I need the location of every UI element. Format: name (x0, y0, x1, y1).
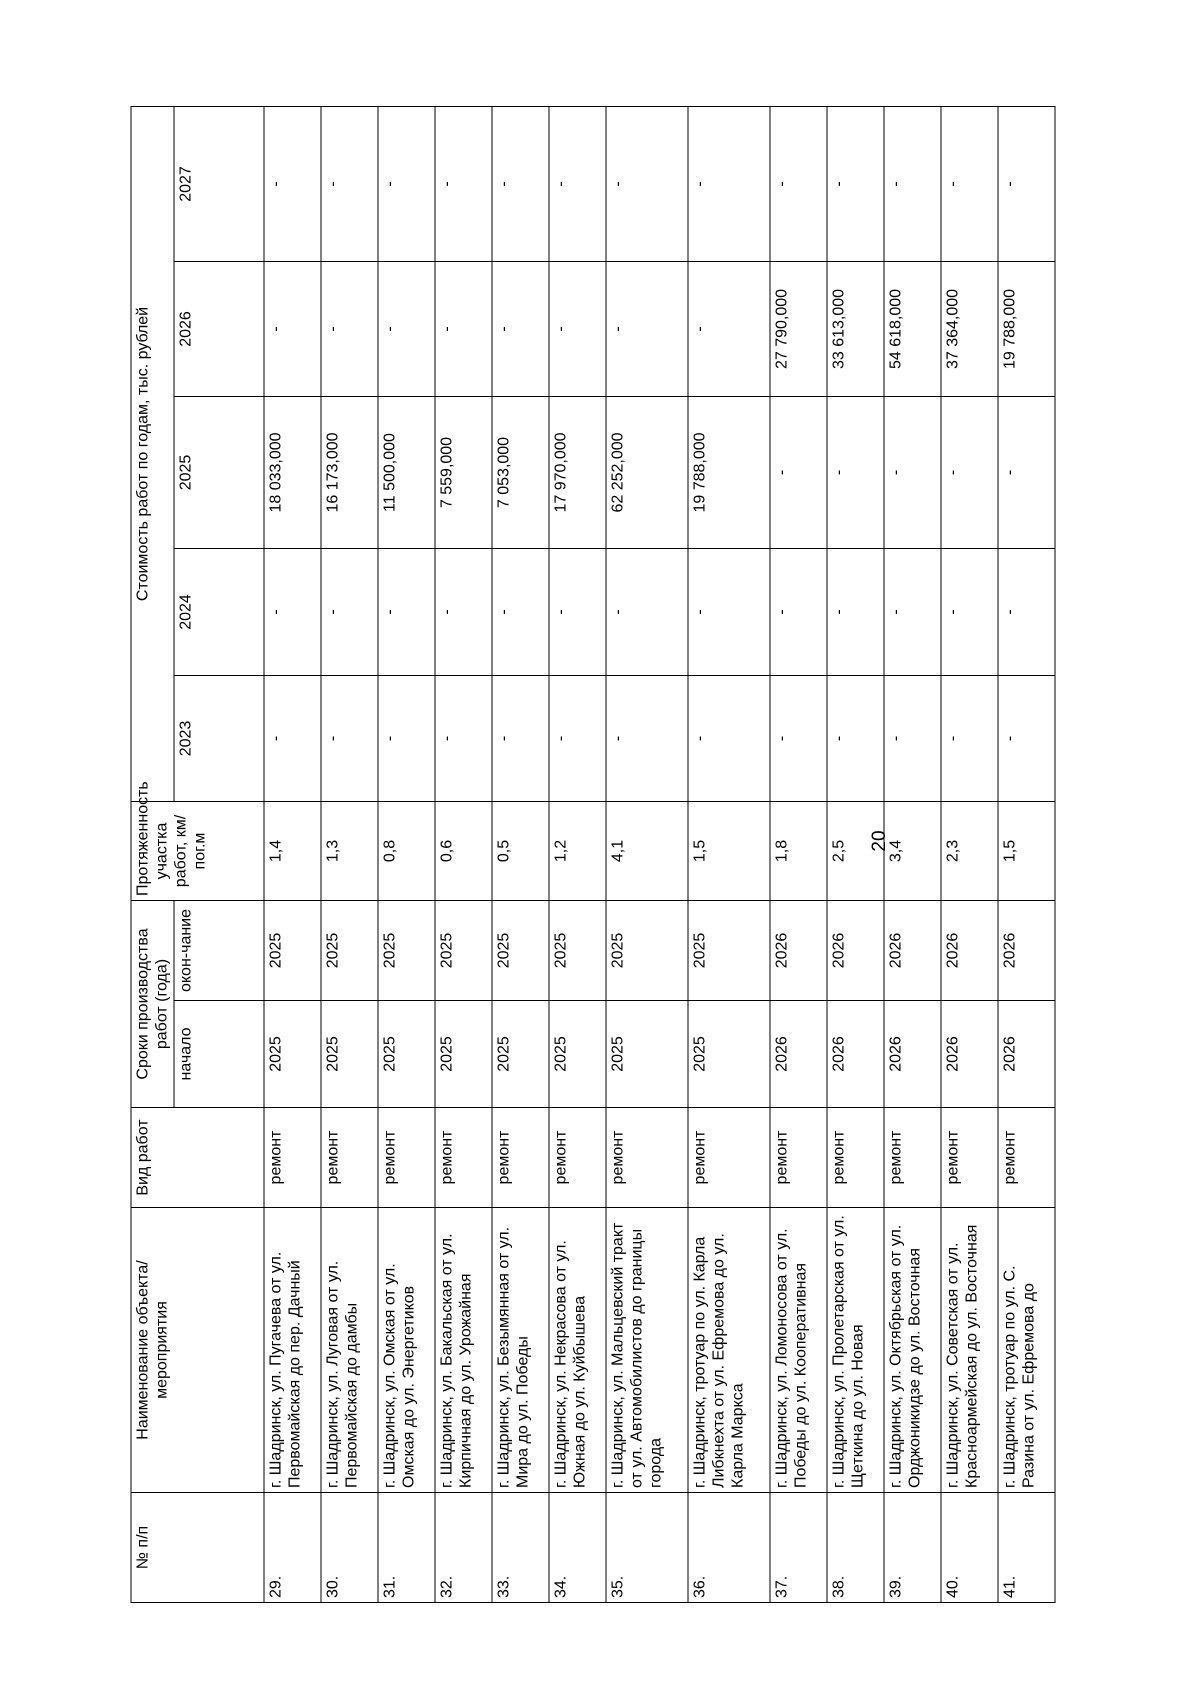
cell-2027: - (827, 106, 884, 261)
cell-end: 2026 (998, 901, 1055, 1001)
cell-name: г. Шадринск, ул. Мальцевский тракт от ул. Автомобилистов до границы города (606, 1208, 688, 1493)
cell-start: 2025 (264, 1001, 321, 1108)
cell-2026: - (492, 262, 549, 397)
cell-work-type: ремонт (941, 1108, 998, 1208)
header-num: № п/п (131, 1493, 264, 1603)
cell-2027: - (884, 106, 941, 261)
cell-start: 2026 (884, 1001, 941, 1108)
cell-num: 35. (606, 1493, 688, 1603)
cell-2023: - (827, 676, 884, 802)
table-body (264, 106, 1055, 1602)
header-work-type: Вид работ (131, 1108, 264, 1208)
cell-2024: - (827, 549, 884, 676)
table-row (884, 106, 941, 1602)
cell-2025: 19 788,000 (688, 397, 770, 549)
cell-2027: - (770, 106, 827, 261)
cell-end: 2025 (492, 901, 549, 1001)
table-row (435, 106, 492, 1602)
cell-num: 31. (378, 1493, 435, 1603)
cell-2026: 19 788,000 (998, 262, 1055, 397)
cell-work-type: ремонт (998, 1108, 1055, 1208)
cell-2024: - (378, 549, 435, 676)
cell-end: 2026 (827, 901, 884, 1001)
cell-num: 30. (321, 1493, 378, 1603)
cell-2026: 33 613,000 (827, 262, 884, 397)
cell-2024: - (606, 549, 688, 676)
cell-name: г. Шадринск, ул. Луговая от ул. Первомайская до дамбы (321, 1208, 378, 1493)
cell-2027: - (321, 106, 378, 261)
header-cost: Стоимость работ по годам, тыс. рублей (131, 106, 174, 801)
cell-end: 2025 (606, 901, 688, 1001)
cell-2025: - (998, 397, 1055, 549)
table-row (378, 106, 435, 1602)
cell-2023: - (606, 676, 688, 802)
cell-length: 0,5 (492, 802, 549, 901)
cell-num: 36. (688, 1493, 770, 1603)
cell-length: 3,4 (884, 802, 941, 901)
table-row (549, 106, 606, 1602)
table-row (606, 106, 688, 1602)
cell-work-type: ремонт (549, 1108, 606, 1208)
cell-2025: 16 173,000 (321, 397, 378, 549)
cell-length: 4,1 (606, 802, 688, 901)
header-terms: Сроки производства работ (года) (131, 901, 174, 1108)
cell-2027: - (688, 106, 770, 261)
cell-2023: - (321, 676, 378, 802)
cell-2026: - (378, 262, 435, 397)
cell-start: 2025 (321, 1001, 378, 1108)
cell-2024: - (998, 549, 1055, 676)
cell-name: г. Шадринск, тротуар по ул. С. Разина от ул. Ефремова до (998, 1208, 1055, 1493)
cell-2024: - (492, 549, 549, 676)
road-repair-table (131, 106, 1056, 1603)
cell-2024: - (549, 549, 606, 676)
cell-2026: - (321, 262, 378, 397)
cell-start: 2025 (435, 1001, 492, 1108)
table-row (827, 106, 884, 1602)
cell-2024: - (688, 549, 770, 676)
page-number: 20 (869, 830, 890, 852)
cell-work-type: ремонт (770, 1108, 827, 1208)
cell-2027: - (606, 106, 688, 261)
cell-work-type: ремонт (606, 1108, 688, 1208)
cell-2024: - (884, 549, 941, 676)
cell-num: 32. (435, 1493, 492, 1603)
cell-length: 1,3 (321, 802, 378, 901)
cell-work-type: ремонт (378, 1108, 435, 1208)
table-header (131, 106, 264, 1602)
cell-name: г. Шадринск, ул. Некрасова от ул. Южная до ул. Куйбышева (549, 1208, 606, 1493)
cell-2025: 7 053,000 (492, 397, 549, 549)
cell-2023: - (998, 676, 1055, 802)
cell-2026: - (435, 262, 492, 397)
table-row (321, 106, 378, 1602)
cell-start: 2025 (492, 1001, 549, 1108)
header-start: начало (174, 1001, 264, 1108)
cell-num: 29. (264, 1493, 321, 1603)
cell-2024: - (941, 549, 998, 676)
cell-num: 39. (884, 1493, 941, 1603)
cell-end: 2025 (435, 901, 492, 1001)
cell-length: 1,5 (998, 802, 1055, 901)
table-row (998, 106, 1055, 1602)
cell-start: 2025 (606, 1001, 688, 1108)
cell-name: г. Шадринск, ул. Пугачева от ул. Первомайская до пер. Дачный (264, 1208, 321, 1493)
cell-end: 2025 (549, 901, 606, 1001)
cell-work-type: ремонт (827, 1108, 884, 1208)
cell-2023: - (884, 676, 941, 802)
cell-work-type: ремонт (492, 1108, 549, 1208)
cell-2026: 27 790,000 (770, 262, 827, 397)
cell-name: г. Шадринск, ул. Омская от ул. Омская до ул. Энергетиков (378, 1208, 435, 1493)
cell-length: 1,8 (770, 802, 827, 901)
cell-num: 38. (827, 1493, 884, 1603)
cell-2023: - (941, 676, 998, 802)
header-year-2025: 2025 (174, 397, 264, 549)
cell-work-type: ремонт (321, 1108, 378, 1208)
cell-work-type: ремонт (435, 1108, 492, 1208)
cell-2026: - (549, 262, 606, 397)
cell-2025: - (941, 397, 998, 549)
cell-work-type: ремонт (264, 1108, 321, 1208)
cell-2026: - (264, 262, 321, 397)
cell-2025: 17 970,000 (549, 397, 606, 549)
cell-start: 2025 (549, 1001, 606, 1108)
cell-2026: - (606, 262, 688, 397)
table-row (941, 106, 998, 1602)
cell-length: 1,4 (264, 802, 321, 901)
cell-2024: - (435, 549, 492, 676)
cell-length: 0,6 (435, 802, 492, 901)
cell-2023: - (770, 676, 827, 802)
cell-name: г. Шадринск, ул. Бакальская от ул. Кирпичная до ул. Урожайная (435, 1208, 492, 1493)
cell-2025: - (884, 397, 941, 549)
cell-2027: - (941, 106, 998, 261)
cell-length: 2,3 (941, 802, 998, 901)
cell-2025: 7 559,000 (435, 397, 492, 549)
cell-start: 2026 (941, 1001, 998, 1108)
cell-length: 2,5 (827, 802, 884, 901)
cell-num: 40. (941, 1493, 998, 1603)
cell-start: 2026 (998, 1001, 1055, 1108)
cell-2023: - (688, 676, 770, 802)
table-row (492, 106, 549, 1602)
cell-end: 2025 (688, 901, 770, 1001)
cell-name: г. Шадринск, ул. Советская от ул. Красноармейская до ул. Восточная (941, 1208, 998, 1493)
cell-2024: - (770, 549, 827, 676)
cell-2027: - (378, 106, 435, 261)
cell-name: г. Шадринск, ул. Безымянная от ул. Мира до ул. Победы (492, 1208, 549, 1493)
cell-2023: - (435, 676, 492, 802)
cell-2026: 54 618,000 (884, 262, 941, 397)
cell-2023: - (264, 676, 321, 802)
cell-2027: - (264, 106, 321, 261)
cell-2025: 18 033,000 (264, 397, 321, 549)
cell-2024: - (264, 549, 321, 676)
header-year-2024: 2024 (174, 549, 264, 676)
cell-2024: - (321, 549, 378, 676)
cell-end: 2026 (884, 901, 941, 1001)
cell-2023: - (492, 676, 549, 802)
cell-length: 1,5 (688, 802, 770, 901)
cell-start: 2026 (827, 1001, 884, 1108)
cell-end: 2026 (770, 901, 827, 1001)
cell-length: 1,2 (549, 802, 606, 901)
cell-work-type: ремонт (884, 1108, 941, 1208)
cell-work-type: ремонт (688, 1108, 770, 1208)
cell-2027: - (549, 106, 606, 261)
cell-num: 37. (770, 1493, 827, 1603)
cell-num: 33. (492, 1493, 549, 1603)
cell-start: 2025 (688, 1001, 770, 1108)
header-length: Протяженность участка работ, км/пог.м (131, 802, 264, 901)
cell-2025: - (827, 397, 884, 549)
header-year-2027: 2027 (174, 106, 264, 261)
cell-end: 2025 (378, 901, 435, 1001)
table-row (688, 106, 770, 1602)
cell-name: г. Шадринск, ул. Пролетарская от ул. Щеткина до ул. Новая (827, 1208, 884, 1493)
cell-2027: - (435, 106, 492, 261)
table-row (770, 106, 827, 1602)
cell-name: г. Шадринск, тротуар по ул. Карла Либкнехта от ул. Ефремова до ул. Карла Маркса (688, 1208, 770, 1493)
cell-2026: - (688, 262, 770, 397)
cell-2025: 11 500,000 (378, 397, 435, 549)
cell-2025: - (770, 397, 827, 549)
cell-2023: - (549, 676, 606, 802)
cell-end: 2025 (264, 901, 321, 1001)
cell-name: г. Шадринск, ул. Октябрьская от ул. Орджоникидзе до ул. Восточная (884, 1208, 941, 1493)
cell-length: 0,8 (378, 802, 435, 901)
cell-2027: - (998, 106, 1055, 261)
cell-name: г. Шадринск, ул. Ломоносова от ул. Победы до ул. Кооперативная (770, 1208, 827, 1493)
cell-num: 41. (998, 1493, 1055, 1603)
header-name: Наименование объекта/ мероприятия (131, 1208, 264, 1493)
cell-start: 2025 (378, 1001, 435, 1108)
header-year-2023: 2023 (174, 676, 264, 802)
cell-end: 2025 (321, 901, 378, 1001)
cell-2027: - (492, 106, 549, 261)
table-row (264, 106, 321, 1602)
cell-2026: 37 364,000 (941, 262, 998, 397)
header-end: окон-чание (174, 901, 264, 1001)
cell-start: 2026 (770, 1001, 827, 1108)
cell-end: 2026 (941, 901, 998, 1001)
header-year-2026: 2026 (174, 262, 264, 397)
cell-2025: 62 252,000 (606, 397, 688, 549)
cell-2023: - (378, 676, 435, 802)
cell-num: 34. (549, 1493, 606, 1603)
rotated-table-container (131, 107, 1056, 1603)
